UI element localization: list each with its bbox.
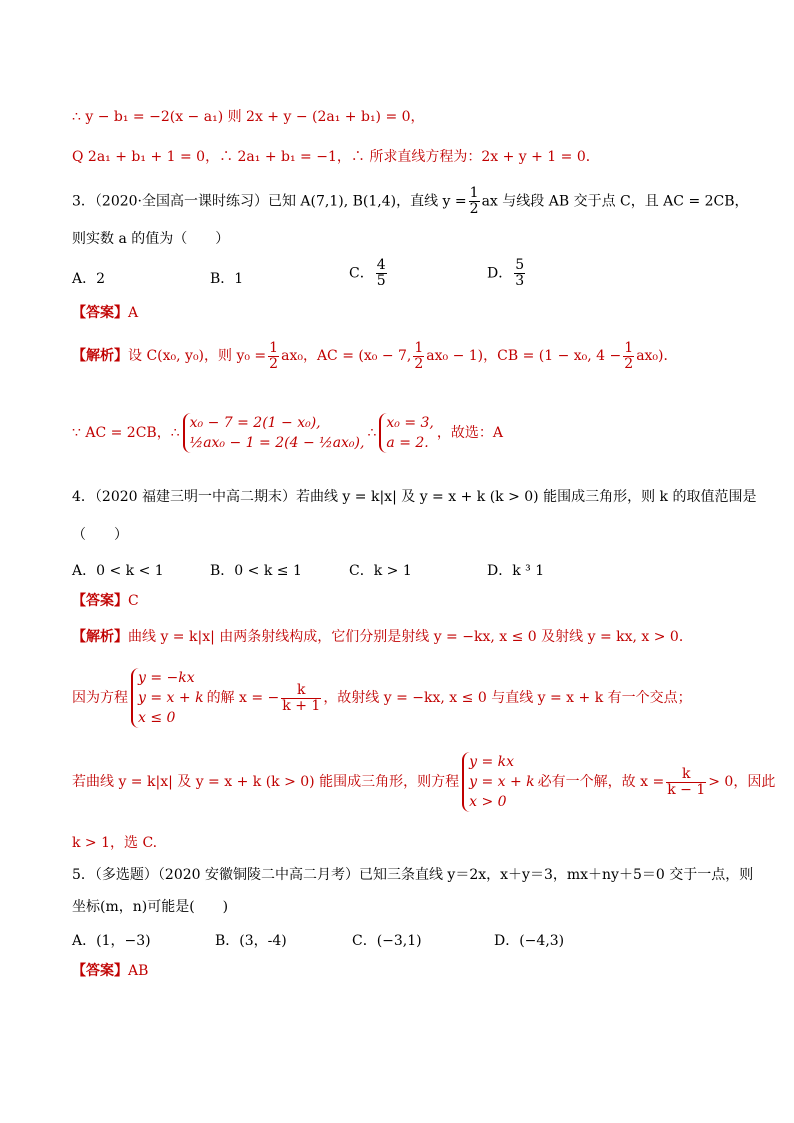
q4-p3-frac-den: k − 1 [667,781,706,798]
q4-stem: 4．（2020 福建三明一中高二期末）若曲线 y = k|x| 及 y = x + k (k > 0) 能围成三角形，则 k 的取值范围是 [72,489,757,505]
q4-system-2-row-1: y = kx [469,754,515,770]
q3-option-a: A．2 [72,271,106,287]
q3-since-text: ∵ AC = 2CB，∴ [72,425,180,441]
q3-option-c-fraction [376,258,387,289]
q3-stem-part-a: 3．（2020·全国高一课时练习）已知 A(7,1), B(1,4)，直线 y = [72,193,467,210]
q4-analysis-line-4: k > 1，选 C. [72,835,158,851]
q4-p2-frac-den: k + 1 [282,697,321,714]
q4-p3-b: 必有一个解，故 x = [537,774,665,790]
q3-answer [72,304,754,322]
q3-analysis-frac-3: $\frac{1}{2}$ [624,339,634,372]
q3-analysis-1a: 设 C(x₀, y₀)，则 y₀ = [128,348,267,364]
derivation-line-1: ∴ y − b₁ = −2(x − a₁) 则 2x + y − (2a₁ + b₁) = 0， [72,109,425,125]
q3-option-c-den: 5 [376,273,386,289]
q4-p2-fraction [281,683,321,714]
q3-system-1 [183,413,365,453]
q5-stem-line-2: 坐标(m，n)可能是( ) [72,899,229,915]
q5-option-c: C．(−3,1) [352,933,422,949]
q4-p3-frac-num: k [666,767,706,783]
q4-system-2-row-2: y = x + k [469,774,535,790]
q4-p2-b: 的解 x = − [206,690,280,706]
q4-p3-fraction [666,767,706,798]
answer-tag: 【答案】 [72,305,128,321]
q3-stem-part-b: ax 与线段 AB 交于点 C，且 AC = 2CB， [481,193,749,210]
q3-option-d [487,258,527,289]
q4-answer [72,592,754,610]
q3-option-b: B．1 [210,271,244,287]
q4-option-a: A．0 < k < 1 [72,563,164,579]
answer-tag: 【答案】 [72,593,128,609]
q3-option-c-label: C． [349,265,374,282]
q4-option-c: C．k > 1 [349,563,412,579]
q4-p3-a: 若曲线 y = k|x| 及 y = x + k (k > 0) 能围成三角形，则方程 [72,774,460,790]
q3-stem-frac-den: 2 [469,201,479,217]
analysis-tag: 【解析】 [72,348,128,364]
q3-system-2 [379,413,434,453]
q4-p2-a: 因为方程 [72,690,128,706]
analysis-tag: 【解析】 [72,629,128,645]
q3-stem-line-2: 则实数 a 的值为（ ） [72,231,230,247]
q5-answer-value: AB [128,963,149,979]
q3-stem-frac-num: 1 [469,185,479,201]
q3-analysis-1d: ax₀)． [636,348,678,364]
q3-conclusion: ，故选：A [436,425,504,441]
q5-option-d: D．(−4,3) [494,933,565,949]
q4-option-d: D．k ³ 1 [487,563,545,579]
q3-system-1-row-2: ½ax₀ − 1 = 2(4 − ½ax₀), [189,435,365,451]
q4-system-2 [462,752,535,812]
derivation-line-2: Q 2a₁ + b₁ + 1 = 0，∴ 2a₁ + b₁ = −1，∴ 所求直线方程为：2x + y + 1 = 0． [72,149,600,165]
q4-system-2-row-3: x > 0 [469,794,507,810]
q5-option-a: A．(1，−3) [72,933,151,949]
q3-option-d-fraction [514,258,525,289]
q5-stem: 5．（多选题）（2020 安徽铜陵二中高二月考）已知三条直线 y＝2x，x＋y＝3，mx＋ny＋5＝0 交于一点，则 [72,867,754,883]
q3-analysis-line-1 [72,340,754,372]
q4-answer-value: C [128,593,139,609]
q3-answer-value: A [128,305,139,321]
q4-analysis-1: 曲线 y = k|x| 由两条射线构成，它们分别是射线 y = −kx, x ≤ 0 及射线 y = kx, x > 0． [128,629,693,645]
q3-system-2-row-1: x₀ = 3, [386,415,434,431]
q3-therefore: ∴ [367,425,377,441]
q3-stem-fraction [469,186,480,217]
answer-tag: 【答案】 [72,963,128,979]
q4-p3-c: > 0，因此 [708,774,776,790]
q3-stem [72,186,754,217]
q4-option-b: B．0 < k ≤ 1 [210,563,302,579]
q4-stem-line-2: （ ） [72,527,128,543]
q4-system-1-row-3: x ≤ 0 [138,710,176,726]
q4-analysis-line-3 [72,744,776,820]
q3-analysis-frac-2: $\frac{1}{2}$ [414,339,424,372]
q3-option-d-num: 5 [515,257,525,273]
q3-option-c-num: 4 [376,257,386,273]
q3-analysis-1b: ax₀，AC = (x₀ − 7, [281,348,412,364]
q3-option-d-den: 3 [515,273,525,289]
q3-analysis-frac-1: $\frac{1}{2}$ [269,339,279,372]
q4-system-1 [131,668,204,728]
q4-p2-c: ，故射线 y = −kx, x ≤ 0 与直线 y = x + k 有一个交点； [323,690,692,706]
q3-option-d-label: D． [487,265,513,282]
q3-option-c [349,258,389,289]
q4-analysis-line-2 [72,660,754,736]
q3-analysis-1c: ax₀ − 1)，CB = (1 − x₀, 4 − [426,348,622,364]
q4-analysis-line-1 [72,628,754,646]
q4-system-1-row-1: y = −kx [138,670,195,686]
q4-system-1-row-2: y = x + k [138,690,204,706]
q5-option-b: B．(3，-4) [215,933,287,949]
q3-system-1-row-1: x₀ − 7 = 2(1 − x₀), [189,415,321,431]
q3-system-2-row-2: a = 2. [386,435,429,451]
q3-analysis-system [72,398,754,468]
q4-p2-frac-num: k [281,683,321,699]
q5-answer [72,962,754,980]
